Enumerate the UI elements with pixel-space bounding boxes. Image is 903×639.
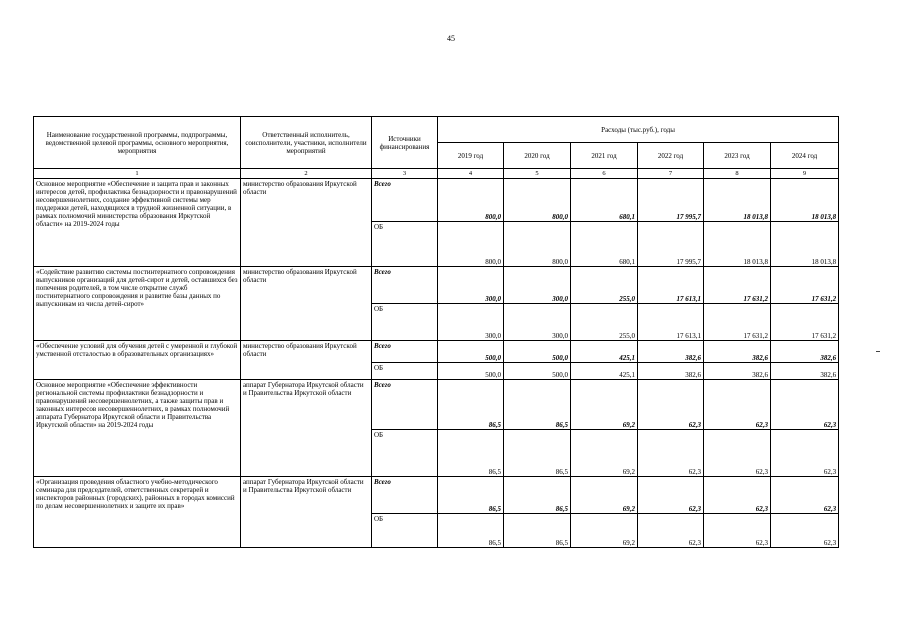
- page-number: 45: [447, 34, 455, 43]
- total-value: 500,0: [504, 340, 571, 362]
- table-row: [34, 266, 839, 303]
- source-value: 680,1: [571, 222, 638, 266]
- executor: аппарат Губернатора Иркутской области и Правительства Иркутской области: [241, 380, 372, 477]
- source-label: ОБ: [372, 304, 438, 340]
- header-source: Источники финансирования: [372, 117, 438, 169]
- source-value: 18 013,8: [771, 222, 839, 266]
- total-value: 62,3: [704, 477, 771, 513]
- table-row: [34, 179, 839, 222]
- activity-name: Основное мероприятие «Обеспечение и защита прав и законных интересов детей, профилактика безнадзорности и правонарушений несовершеннолетних, создание эффективной системы мер поддержки детей, находящихся в трудной жизненной ситуации, в рамках полномочий министерства образования Иркутской области» на 2019-2024 годы: [34, 179, 241, 267]
- total-value: 382,6: [638, 340, 704, 362]
- source-value: 800,0: [504, 222, 571, 266]
- total-value: 62,3: [704, 380, 771, 430]
- total-value: 800,0: [438, 179, 504, 222]
- column-number: 5: [504, 169, 571, 179]
- expenses-table: [33, 116, 839, 548]
- activity-name: «Организация проведения областного учебно-методического семинара для председателей, ответственных секретарей и инспекторов районных (городских), районных в городах комиссий по делам несовершеннолетних и защите их прав»: [34, 477, 241, 548]
- total-value: 680,1: [571, 179, 638, 222]
- column-number: 2: [241, 169, 372, 179]
- source-value: 500,0: [504, 362, 571, 379]
- table-row: [34, 380, 839, 430]
- total-value: 300,0: [504, 266, 571, 303]
- source-value: 17 631,2: [771, 304, 839, 340]
- source-value: 382,6: [638, 362, 704, 379]
- header-year: 2021 год: [571, 143, 638, 169]
- source-total-label: Всего: [372, 179, 438, 222]
- total-value: 255,0: [571, 266, 638, 303]
- source-value: 500,0: [438, 362, 504, 379]
- activity-name: Основное мероприятие «Обеспечение эффективности региональной системы профилактики безнадзорности и правонарушений несовершеннолетних, а также защиты прав и законных интересов несовершеннолетних, в рамках полномочий аппарата Губернатора Иркутской области и Правительства Иркутской области» на 2019-2024 годы: [34, 380, 241, 477]
- source-value: 255,0: [571, 304, 638, 340]
- executor: аппарат Губернатора Иркутской области и Правительства Иркутской области: [241, 477, 372, 548]
- source-label: ОБ: [372, 429, 438, 477]
- activity-name: «Обеспечение условий для обучения детей с умеренной и глубокой умственной отсталостью в образовательных организациях»: [34, 340, 241, 379]
- source-value: 86,5: [504, 513, 571, 547]
- source-value: 17 613,1: [638, 304, 704, 340]
- executor: министерство образования Иркутской области: [241, 179, 372, 267]
- total-value: 86,5: [438, 477, 504, 513]
- header-year: 2024 год: [771, 143, 839, 169]
- source-label: ОБ: [372, 513, 438, 547]
- source-value: 86,5: [504, 429, 571, 477]
- executor: министерство образования Иркутской области: [241, 266, 372, 340]
- total-value: 18 013,8: [771, 179, 839, 222]
- total-value: 382,6: [771, 340, 839, 362]
- column-number: 3: [372, 169, 438, 179]
- source-value: 382,6: [704, 362, 771, 379]
- expenses-table-container: [33, 116, 838, 548]
- header-name: Наименование государственной программы, подпрограммы, ведомственной целевой программы, основного мероприятия, мероприятия: [34, 117, 241, 169]
- total-value: 86,5: [438, 380, 504, 430]
- header-year: 2022 год: [638, 143, 704, 169]
- column-number: 7: [638, 169, 704, 179]
- header-year: 2020 год: [504, 143, 571, 169]
- column-number: 6: [571, 169, 638, 179]
- source-value: 425,1: [571, 362, 638, 379]
- total-value: 18 013,8: [704, 179, 771, 222]
- table-row: [34, 477, 839, 513]
- source-value: 62,3: [771, 513, 839, 547]
- source-value: 62,3: [638, 513, 704, 547]
- source-value: 300,0: [504, 304, 571, 340]
- source-value: 86,5: [438, 513, 504, 547]
- total-value: 382,6: [704, 340, 771, 362]
- total-value: 86,5: [504, 477, 571, 513]
- source-value: 62,3: [771, 429, 839, 477]
- column-number: 4: [438, 169, 504, 179]
- source-value: 18 013,8: [704, 222, 771, 266]
- header-year: 2023 год: [704, 143, 771, 169]
- total-value: 86,5: [504, 380, 571, 430]
- source-value: 62,3: [704, 513, 771, 547]
- source-value: 17 631,2: [704, 304, 771, 340]
- source-value: 62,3: [704, 429, 771, 477]
- source-total-label: Всего: [372, 266, 438, 303]
- header-year: 2019 год: [438, 143, 504, 169]
- source-value: 382,6: [771, 362, 839, 379]
- source-value: 69,2: [571, 429, 638, 477]
- source-value: 17 995,7: [638, 222, 704, 266]
- total-value: 300,0: [438, 266, 504, 303]
- source-value: 69,2: [571, 513, 638, 547]
- total-value: 69,2: [571, 380, 638, 430]
- column-number: 8: [704, 169, 771, 179]
- column-number: 1: [34, 169, 241, 179]
- header-executor: Ответственный исполнитель, соисполнители, участники, исполнители мероприятий: [241, 117, 372, 169]
- total-value: 62,3: [771, 380, 839, 430]
- total-value: 800,0: [504, 179, 571, 222]
- source-value: 800,0: [438, 222, 504, 266]
- total-value: 17 995,7: [638, 179, 704, 222]
- total-value: 425,1: [571, 340, 638, 362]
- total-value: 17 631,2: [771, 266, 839, 303]
- source-label: ОБ: [372, 222, 438, 266]
- source-value: 300,0: [438, 304, 504, 340]
- source-value: 62,3: [638, 429, 704, 477]
- total-value: 69,2: [571, 477, 638, 513]
- total-value: 62,3: [771, 477, 839, 513]
- source-total-label: Всего: [372, 477, 438, 513]
- activity-name: «Содействие развитию системы постинтернатного сопровождения выпускников организаций для детей-сирот и детей, оставшихся без попечения родителей, в том числе открытие служб постинтернатного сопровождения и развитие базы данных по выпускникам из числа детей-сирот»: [34, 266, 241, 340]
- total-value: 500,0: [438, 340, 504, 362]
- source-label: ОБ: [372, 362, 438, 379]
- header-expenses: Расходы (тыс.руб.), годы: [438, 117, 839, 143]
- source-total-label: Всего: [372, 380, 438, 430]
- margin-mark: [876, 351, 880, 352]
- source-value: 86,5: [438, 429, 504, 477]
- source-total-label: Всего: [372, 340, 438, 362]
- executor: министерство образования Иркутской области: [241, 340, 372, 379]
- total-value: 62,3: [638, 380, 704, 430]
- total-value: 62,3: [638, 477, 704, 513]
- total-value: 17 613,1: [638, 266, 704, 303]
- table-row: [34, 340, 839, 362]
- column-number: 9: [771, 169, 839, 179]
- total-value: 17 631,2: [704, 266, 771, 303]
